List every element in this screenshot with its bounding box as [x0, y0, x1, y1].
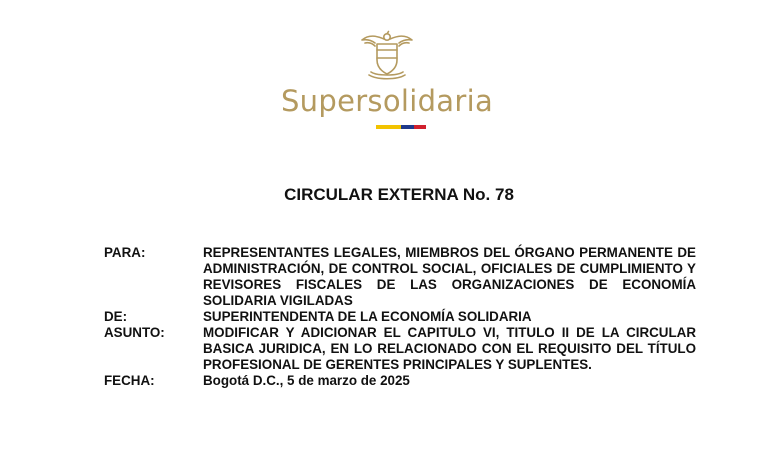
coat-of-arms-icon	[357, 28, 417, 84]
field-label: ASUNTO:	[104, 325, 165, 340]
field-label: FECHA:	[104, 373, 155, 388]
document-title: CIRCULAR EXTERNA No. 78	[284, 185, 514, 204]
logo	[0, 28, 774, 84]
brand-name: Supersolidaria	[280, 84, 494, 118]
flag-red	[414, 125, 426, 129]
field-fecha	[104, 373, 696, 389]
field-para	[104, 245, 696, 309]
flag-stripe	[376, 125, 426, 129]
field-asunto	[104, 325, 696, 373]
flag-yellow	[376, 125, 401, 129]
field-label: DE:	[104, 309, 128, 324]
header-fields	[104, 245, 696, 389]
field-value: REPRESENTANTES LEGALES, MIEMBROS DEL ÓRGANO PERMANENTE DE ADMINISTRACIÓN, DE CONTROL SOCIAL, OFICIALES DE CUMPLIMIENTO Y REVISORES FISCALES DE LAS ORGANIZACIONES DE ECONOMÍA SOLIDARIA VIGILADAS	[203, 245, 696, 308]
field-value: SUPERINTENDENTA DE LA ECONOMÍA SOLIDARIA	[203, 309, 532, 324]
field-de	[104, 309, 696, 325]
field-value: Bogotá D.C., 5 de marzo de 2025	[203, 373, 410, 388]
flag-blue	[401, 125, 414, 129]
field-label: PARA:	[104, 245, 146, 260]
field-value: MODIFICAR Y ADICIONAR EL CAPITULO VI, TITULO II DE LA CIRCULAR BASICA JURIDICA, EN LO RELACIONADO CON EL REQUISITO DEL TÍTULO PROFESIONAL DE GERENTES PRINCIPALES Y SUPLENTES.	[203, 325, 696, 372]
